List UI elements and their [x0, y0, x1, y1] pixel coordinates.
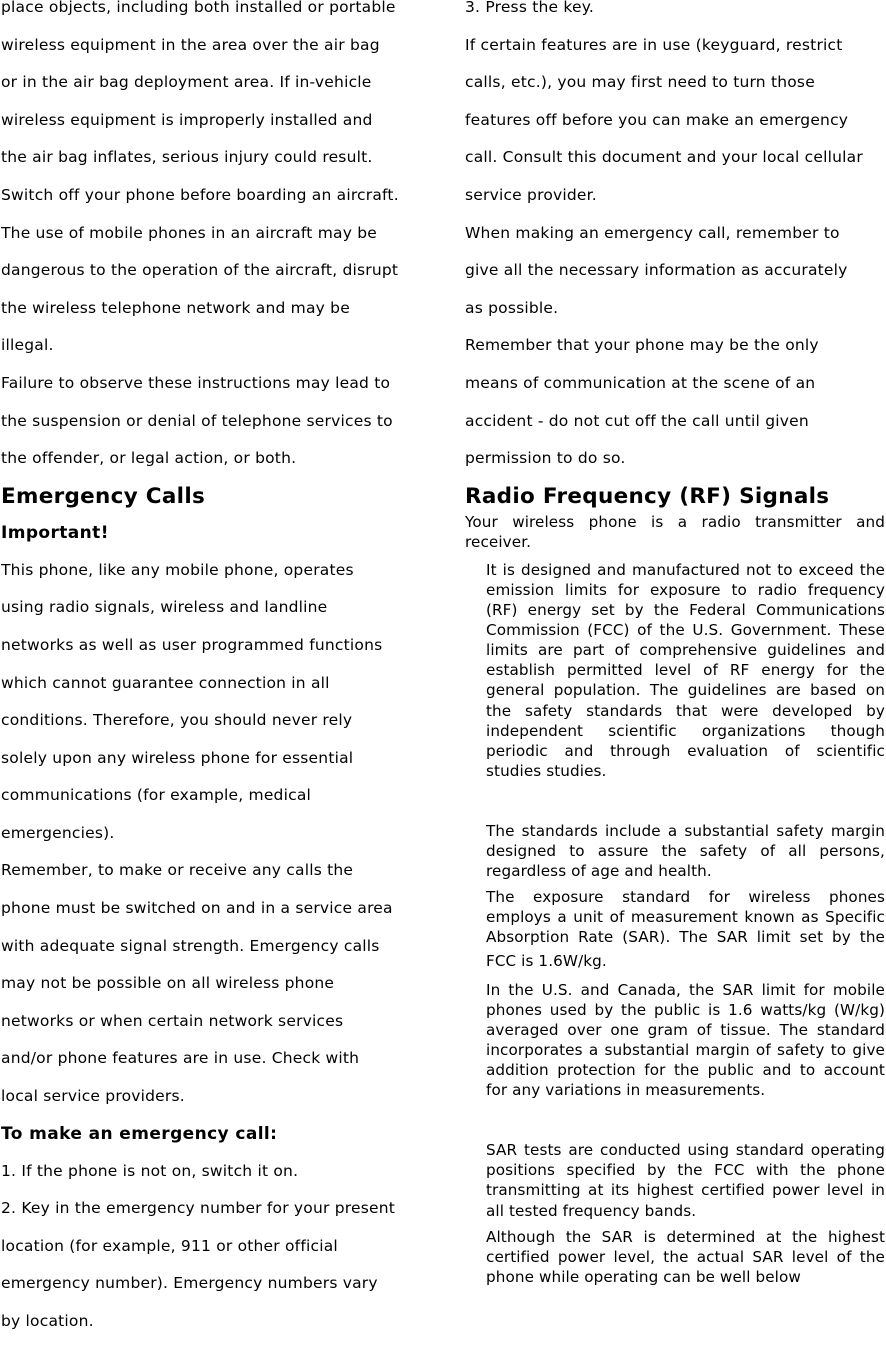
text-line: When making an emergency call, remember to [465, 223, 840, 242]
text-line: Switch off your phone before boarding an aircraft. [1, 185, 399, 204]
text-line: accident - do not cut off the call until given [465, 411, 809, 430]
how-to-call-heading: To make an emergency call: [1, 1123, 278, 1144]
right-column [465, 0, 885, 1287]
text-line: may not be possible on all wireless phone [1, 974, 335, 993]
text-line: solely upon any wireless phone for essential [1, 748, 354, 767]
text-line: networks or when certain network services [1, 1011, 344, 1030]
text-line: phone must be switched on and in a service area [1, 899, 393, 918]
text-line: local service providers. [1, 1087, 185, 1106]
text-line: the offender, or legal action, or both. [1, 449, 297, 468]
text-line: If certain features are in use (keyguard, restrict [465, 35, 843, 54]
text-line: place objects, including both installed or portable [1, 0, 396, 16]
text-line: or in the air bag deployment area. If in-vehicle [1, 73, 372, 92]
text-line: features off before you can make an emergency [465, 110, 849, 129]
footnote-text: In the U.S. and Canada, the SAR limit for mobile phones used by the public is 1.6 watts/kg (W/kg) averaged over one gram of tissue. The standard incorporates a substantial margin of safety to give addition protection for the public and to account for any variations in measurements. [486, 980, 885, 1100]
rf-paragraph-1: It is designed and manufactured not to exceed the emission limits for exposure to radio frequency (RF) energy set by the Federal Communications Commission (FCC) of the U.S. Government. These limits are part of comprehensive guidelines and establish permitted level of RF energy for the general population. The guidelines are based on the safety standards that were developed by independent scientific organizations though periodic and through evaluation of scientific studies studies. [486, 560, 885, 780]
text-line: wireless equipment is improperly installed and [1, 110, 373, 129]
text-line: give all the necessary information as accurately [465, 261, 848, 280]
rf-paragraph-6: Although the SAR is determined at the highest certified power level, the actual SAR level of the phone while operating can be well below [486, 1227, 885, 1286]
text-line: means of communication at the scene of an [465, 373, 816, 392]
text-line: Remember that your phone may be the only [465, 336, 819, 355]
rf-signals-heading: Radio Frequency (RF) Signals [465, 483, 830, 509]
text-line: with adequate signal strength. Emergency calls [1, 936, 380, 955]
text-line: communications (for example, medical [1, 786, 312, 805]
text-line: service provider. [465, 185, 597, 204]
text-line: permission to do so. [465, 449, 626, 468]
text-line: as possible. [465, 298, 559, 317]
step-line: 3. Press the key. [465, 0, 595, 16]
rf-paragraph-3 [486, 887, 885, 970]
text-line: emergencies). [1, 823, 115, 842]
period: . [601, 951, 607, 970]
text-line: The use of mobile phones in an aircraft may be [1, 223, 377, 242]
step-line: location (for example, 911 or other official [1, 1236, 338, 1255]
emergency-calls-heading: Emergency Calls [1, 483, 206, 509]
text-line: networks as well as user programmed functions [1, 635, 383, 654]
text-line: using radio signals, wireless and landline [1, 598, 328, 617]
rf-paragraph-2: The standards include a substantial safety margin designed to assure the safety of all persons, regardless of age and health. [486, 821, 885, 881]
step-line: 1. If the phone is not on, switch it on. [1, 1161, 299, 1180]
important-heading: Important! [1, 522, 109, 543]
step-line: by location. [1, 1312, 94, 1330]
text-line: the air bag inflates, serious injury could result. [1, 148, 373, 167]
step-line: emergency number). Emergency numbers vary [1, 1274, 378, 1293]
text-line: call. Consult this document and your local cellular [465, 148, 863, 167]
text-line: the suspension or denial of telephone services to [1, 411, 393, 430]
text-line: Remember, to make or receive any calls the [1, 861, 354, 880]
text-line: conditions. Therefore, you should never rely [1, 711, 353, 730]
text-line: illegal. [1, 336, 54, 355]
text-line: and/or phone features are in use. Check with [1, 1049, 360, 1068]
rf-paragraph-4 [486, 977, 885, 1101]
rf-paragraph-5: SAR tests are conducted using standard operating positions specified by the FCC with the phone transmitting at its highest certified power level in all tested frequency bands. [486, 1141, 885, 1220]
text-line: This phone, like any mobile phone, operates [1, 560, 354, 579]
text-line: wireless equipment in the area over the air bag [1, 35, 380, 54]
text-line: calls, etc.), you may first need to turn those [465, 73, 815, 92]
text-line: which cannot guarantee connection in all [1, 673, 330, 692]
text-line: dangerous to the operation of the aircraft, disrupt [1, 261, 399, 280]
sar-text: The exposure standard for wireless phones employs a unit of measurement known as Specific Absorption Rate (SAR). The SAR limit set by the FCC is 1.6W/kg [486, 888, 885, 970]
text-line: Failure to observe these instructions may lead to [1, 373, 391, 392]
text-line: the wireless telephone network and may be [1, 298, 350, 317]
step-line: 2. Key in the emergency number for your present [1, 1199, 396, 1218]
rf-intro: Your wireless phone is a radio transmitter and receiver. [465, 512, 885, 551]
left-column [1, 0, 433, 1341]
